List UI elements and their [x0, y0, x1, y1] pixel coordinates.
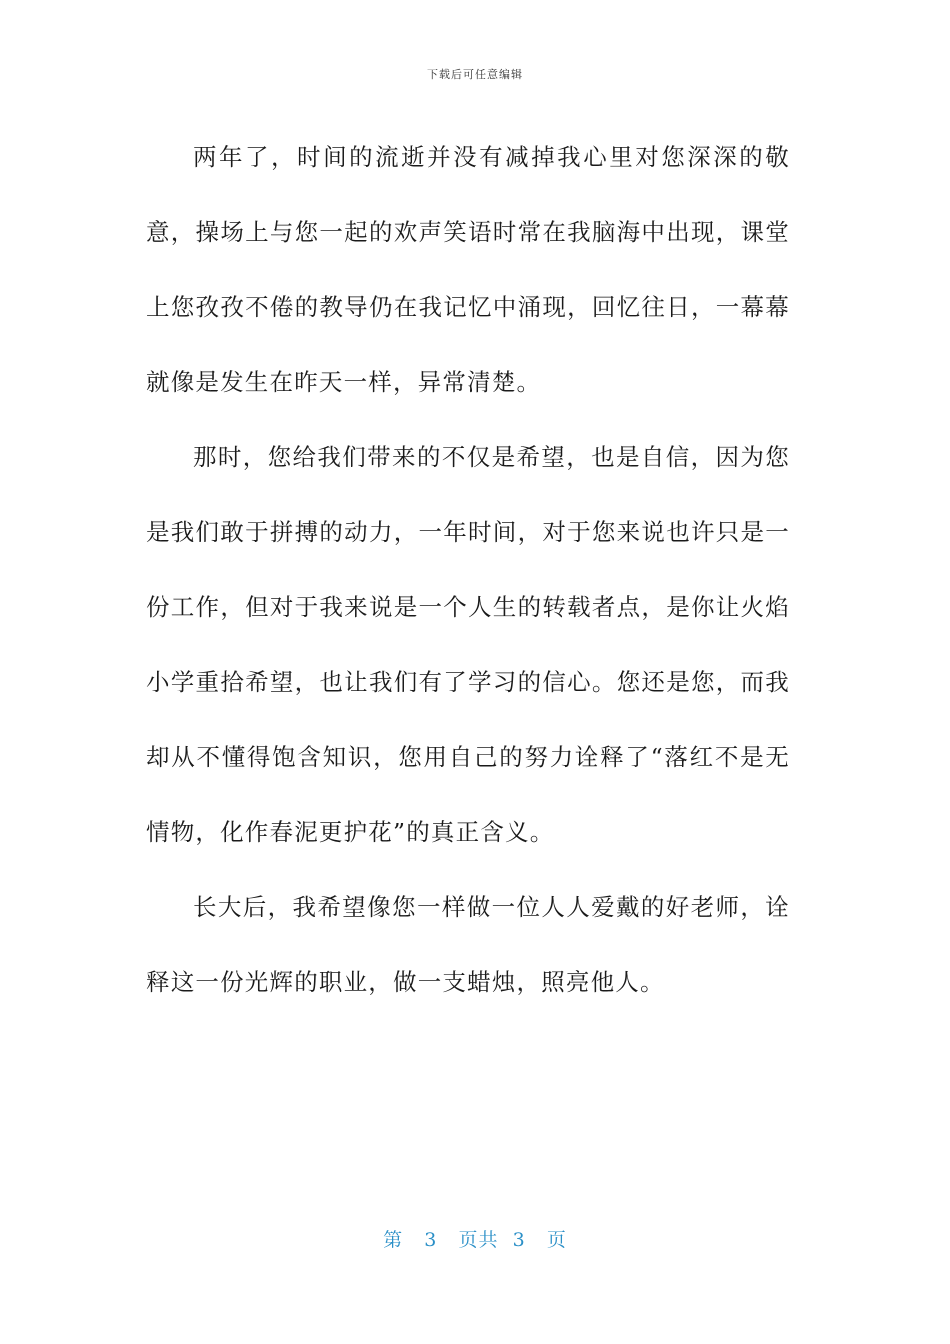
page-footer [0, 1225, 950, 1252]
footer-total-pages: 3 [512, 1229, 526, 1251]
paragraph-2: 那时，您给我们带来的不仅是希望，也是自信，因为您是我们敢于拼搏的动力，一年时间，对于您来说也许只是一份工作，但对于我来说是一个人生的转载者点，是你让火焰小学重拾希望，也让我们有了学习的信心。您还是您，而我却从不懂得饱含知识，您用自己的努力诠释了“落红不是无情物，化作春泥更护花”的真正含义。 [146, 443, 790, 846]
page-header-note: 下载后可任意编辑 [427, 68, 523, 81]
footer-suffix: 页 [546, 1229, 567, 1251]
paragraph-1: 两年了，时间的流逝并没有减掉我心里对您深深的敬意，操场上与您一起的欢声笑语时常在我脑海中出现，课堂上您孜孜不倦的教导仍在我记忆中涌现，回忆往日，一幕幕就像是发生在昨天一样，异常清楚。 [146, 143, 790, 396]
footer-mid: 页共 [458, 1229, 499, 1251]
paragraph-3: 长大后，我希望像您一样做一位人人爱戴的好老师，诠释这一份光辉的职业，做一支蜡烛，照亮他人。 [146, 893, 790, 996]
document-body [146, 120, 790, 1020]
footer-current-page: 3 [424, 1229, 438, 1251]
footer-prefix: 第 [383, 1229, 404, 1251]
